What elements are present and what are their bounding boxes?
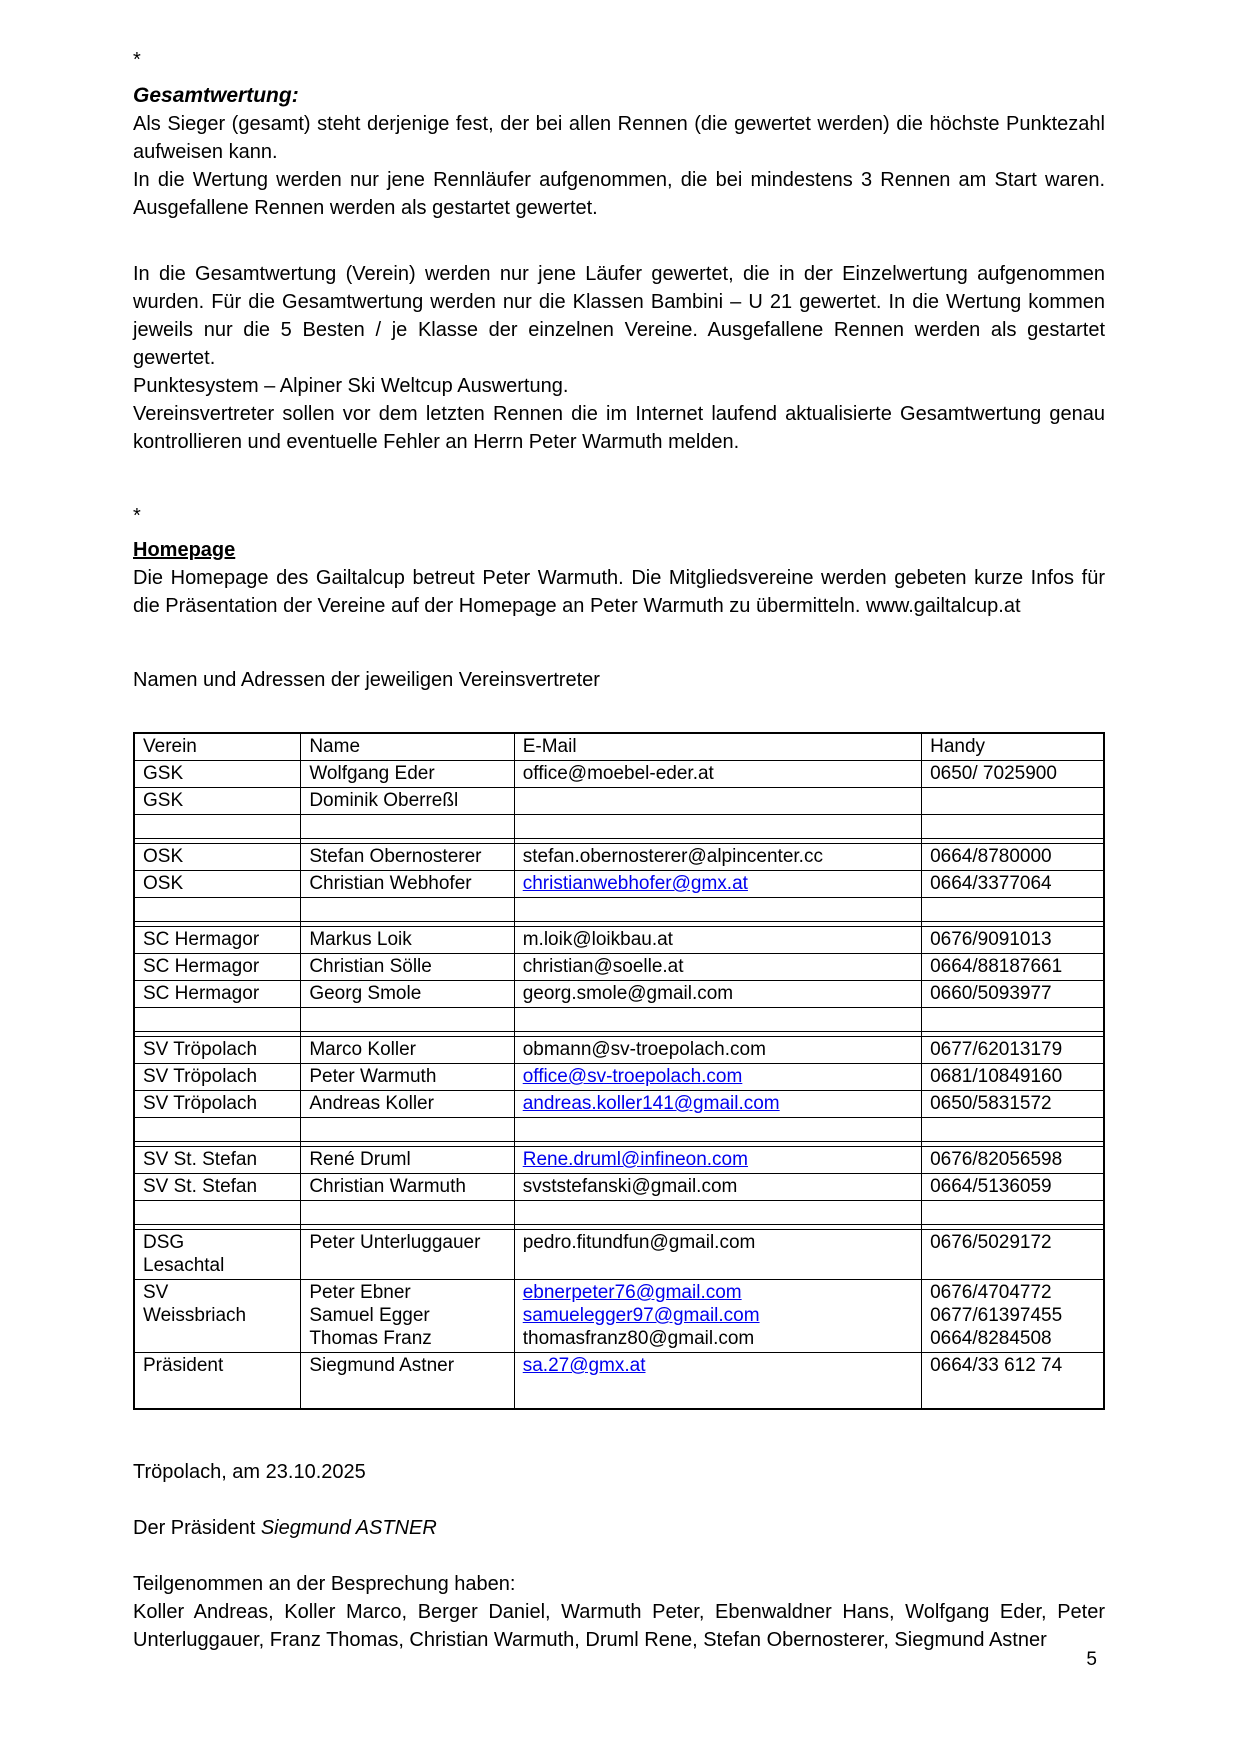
cell-handy: 0677/62013179	[922, 1037, 1104, 1064]
cell-handy: 0664/33 612 74	[922, 1353, 1104, 1410]
cell-name: Dominik Oberreßl	[301, 788, 514, 815]
separator-cell	[301, 898, 514, 922]
cell-verein: SV Weissbriach	[134, 1280, 301, 1353]
cell-verein: OSK	[134, 844, 301, 871]
table-row	[134, 927, 1104, 954]
email-text: m.loik@loikbau.at	[522, 929, 673, 950]
cell-verein: SV Tröpolach	[134, 1037, 301, 1064]
column-header-handy: Handy	[922, 733, 1104, 761]
president-label: Der Präsident	[133, 1517, 256, 1539]
page-number: 5	[1086, 1649, 1097, 1670]
cell-handy: 0650/5831572	[922, 1091, 1104, 1118]
cell-verein: OSK	[134, 871, 301, 898]
table-intro: Namen und Adressen der jeweiligen Vereinsvertreter	[133, 669, 600, 691]
cell-email	[514, 954, 921, 981]
table-row	[134, 954, 1104, 981]
separator-row	[134, 1201, 1104, 1225]
column-header-verein: Verein	[134, 733, 301, 761]
cell-email	[514, 1064, 921, 1091]
table-row	[134, 1091, 1104, 1118]
gesamtwertung-paragraph-3: In die Gesamtwertung (Verein) werden nur jene Läufer gewertet, die in der Einzelwertung aufgenommen wurden. Für die Gesamtwertung werden nur die Klassen Bambini – U 21 gewertet. In die Wertung kommen jeweils nur die 5 Besten / je Klasse der einzelnen Vereine. Ausgefallene Rennen werden als gestartet gewertet.	[133, 263, 1105, 369]
cell-name: Peter Ebner Samuel Egger Thomas Franz	[301, 1280, 514, 1353]
separator-row	[134, 898, 1104, 922]
gesamtwertung-paragraph-1: Als Sieger (gesamt) steht derjenige fest, der bei allen Rennen (die gewertet werden) die höchste Punktezahl aufweisen kann.	[133, 113, 1105, 163]
cell-email	[514, 788, 921, 815]
email-text: stefan.obernosterer@alpincenter.cc	[522, 846, 823, 867]
separator-cell	[301, 815, 514, 839]
separator-cell	[514, 898, 921, 922]
separator-cell	[514, 1008, 921, 1032]
separator-cell	[134, 1118, 301, 1142]
table-row	[134, 761, 1104, 788]
cell-email	[514, 761, 921, 788]
cell-handy: 0676/82056598	[922, 1147, 1104, 1174]
column-header-email: E-Mail	[514, 733, 921, 761]
cell-verein: GSK	[134, 761, 301, 788]
separator-cell	[514, 815, 921, 839]
cell-verein: DSG Lesachtal	[134, 1230, 301, 1280]
cell-verein: Präsident	[134, 1353, 301, 1410]
email-text: christian@soelle.at	[522, 956, 684, 977]
president-name: Siegmund ASTNER	[260, 1517, 437, 1539]
cell-email	[514, 871, 921, 898]
cell-handy: 0681/10849160	[922, 1064, 1104, 1091]
email-link[interactable]: samuelegger97@gmail.com	[522, 1305, 760, 1326]
cell-email	[514, 1353, 921, 1410]
separator-cell	[922, 898, 1104, 922]
email-link[interactable]: office@sv-troepolach.com	[522, 1066, 743, 1087]
separator-cell	[301, 1008, 514, 1032]
cell-name: René Druml	[301, 1147, 514, 1174]
cell-name: Christian Warmuth	[301, 1174, 514, 1201]
email-text: georg.smole@gmail.com	[522, 983, 734, 1004]
cell-handy: 0664/3377064	[922, 871, 1104, 898]
table-row	[134, 844, 1104, 871]
separator-cell	[134, 1201, 301, 1225]
cell-verein: SV St. Stefan	[134, 1147, 301, 1174]
email-link[interactable]: andreas.koller141@gmail.com	[522, 1093, 780, 1114]
contacts-table	[133, 732, 1105, 1410]
separator-cell	[922, 1118, 1104, 1142]
cell-verein: SC Hermagor	[134, 981, 301, 1008]
email-link[interactable]: Rene.druml@infineon.com	[522, 1149, 748, 1170]
homepage-heading: Homepage	[133, 539, 236, 561]
contacts-table-body	[134, 733, 1104, 1409]
email-text: obmann@sv-troepolach.com	[522, 1039, 766, 1060]
participants-heading: Teilgenommen an der Besprechung haben:	[133, 1573, 516, 1595]
cell-name: Siegmund Astner	[301, 1353, 514, 1410]
cell-name: Stefan Obernosterer	[301, 844, 514, 871]
table-row	[134, 1037, 1104, 1064]
cell-email	[514, 981, 921, 1008]
separator-cell	[134, 898, 301, 922]
cell-handy: 0676/5029172	[922, 1230, 1104, 1280]
cell-name: Markus Loik	[301, 927, 514, 954]
cell-email	[514, 1091, 921, 1118]
table-header-row	[134, 733, 1104, 761]
place-date-line: Tröpolach, am 23.10.2025	[133, 1461, 366, 1483]
separator-row	[134, 1118, 1104, 1142]
email-text: office@moebel-eder.at	[522, 763, 714, 784]
separator-cell	[301, 1201, 514, 1225]
participants-list: Koller Andreas, Koller Marco, Berger Daniel, Warmuth Peter, Ebenwaldner Hans, Wolfgang Eder, Peter Unterluggauer, Franz Thomas, Christian Warmuth, Druml Rene, Stefan Obernosterer, Siegmund Astner	[133, 1601, 1105, 1651]
separator-cell	[301, 1118, 514, 1142]
separator-cell	[134, 815, 301, 839]
gesamtwertung-heading: Gesamtwertung:	[133, 84, 299, 107]
cell-verein: SC Hermagor	[134, 927, 301, 954]
table-row	[134, 1280, 1104, 1353]
email-text: pedro.fitundfun@gmail.com	[522, 1232, 756, 1253]
cell-handy: 0664/8780000	[922, 844, 1104, 871]
cell-handy: 0664/5136059	[922, 1174, 1104, 1201]
cell-handy	[922, 788, 1104, 815]
cell-email	[514, 1174, 921, 1201]
cell-handy: 0660/5093977	[922, 981, 1104, 1008]
cell-verein: GSK	[134, 788, 301, 815]
separator-row	[134, 1008, 1104, 1032]
cell-email	[514, 927, 921, 954]
cell-handy: 0676/4704772 0677/61397455 0664/8284508	[922, 1280, 1104, 1353]
cell-verein: SV Tröpolach	[134, 1091, 301, 1118]
cell-name: Wolfgang Eder	[301, 761, 514, 788]
cell-name: Georg Smole	[301, 981, 514, 1008]
cell-name: Christian Webhofer	[301, 871, 514, 898]
section-star-mid: *	[133, 505, 141, 527]
cell-name: Andreas Koller	[301, 1091, 514, 1118]
cell-name: Peter Unterluggauer	[301, 1230, 514, 1280]
email-link[interactable]: sa.27@gmx.at	[522, 1355, 646, 1376]
table-row	[134, 788, 1104, 815]
cell-verein: SC Hermagor	[134, 954, 301, 981]
table-row	[134, 981, 1104, 1008]
email-link[interactable]: christianwebhofer@gmx.at	[522, 873, 748, 894]
cell-handy: 0676/9091013	[922, 927, 1104, 954]
cell-verein: SV St. Stefan	[134, 1174, 301, 1201]
cell-name: Peter Warmuth	[301, 1064, 514, 1091]
cell-handy: 0664/88187661	[922, 954, 1104, 981]
separator-row	[134, 815, 1104, 839]
gesamtwertung-paragraph-2: In die Wertung werden nur jene Rennläufer aufgenommen, die bei mindestens 3 Rennen am Start waren. Ausgefallene Rennen werden als gestartet gewertet.	[133, 169, 1105, 219]
email-text: thomasfranz80@gmail.com	[522, 1328, 755, 1349]
separator-cell	[514, 1118, 921, 1142]
table-row	[134, 1147, 1104, 1174]
separator-cell	[922, 1201, 1104, 1225]
cell-name: Marco Koller	[301, 1037, 514, 1064]
cell-verein: SV Tröpolach	[134, 1064, 301, 1091]
cell-email	[514, 1147, 921, 1174]
separator-cell	[134, 1008, 301, 1032]
email-link[interactable]: ebnerpeter76@gmail.com	[522, 1282, 742, 1303]
column-header-name: Name	[301, 733, 514, 761]
cell-email	[514, 1230, 921, 1280]
table-row	[134, 1230, 1104, 1280]
cell-email	[514, 1037, 921, 1064]
punktesystem-line: Punktesystem – Alpiner Ski Weltcup Auswertung.	[133, 375, 569, 397]
homepage-paragraph: Die Homepage des Gailtalcup betreut Peter Warmuth. Die Mitgliedsvereine werden gebeten kurze Infos für die Präsentation der Vereine auf der Homepage an Peter Warmuth zu übermitteln. www.gailtalcup.at	[133, 567, 1105, 617]
table-row	[134, 1174, 1104, 1201]
section-star-top: *	[133, 49, 141, 71]
table-row	[134, 1353, 1104, 1410]
cell-name: Christian Sölle	[301, 954, 514, 981]
president-line	[133, 1514, 1105, 1542]
separator-cell	[922, 1008, 1104, 1032]
separator-cell	[922, 815, 1104, 839]
cell-email	[514, 1280, 921, 1353]
table-row	[134, 1064, 1104, 1091]
cell-email	[514, 844, 921, 871]
separator-cell	[514, 1201, 921, 1225]
vereinsvertreter-paragraph: Vereinsvertreter sollen vor dem letzten Rennen die im Internet laufend aktualisierte Gesamtwertung genau kontrollieren und eventuelle Fehler an Herrn Peter Warmuth melden.	[133, 403, 1105, 453]
table-row	[134, 871, 1104, 898]
cell-handy: 0650/ 7025900	[922, 761, 1104, 788]
email-text: svststefanski@gmail.com	[522, 1176, 738, 1197]
